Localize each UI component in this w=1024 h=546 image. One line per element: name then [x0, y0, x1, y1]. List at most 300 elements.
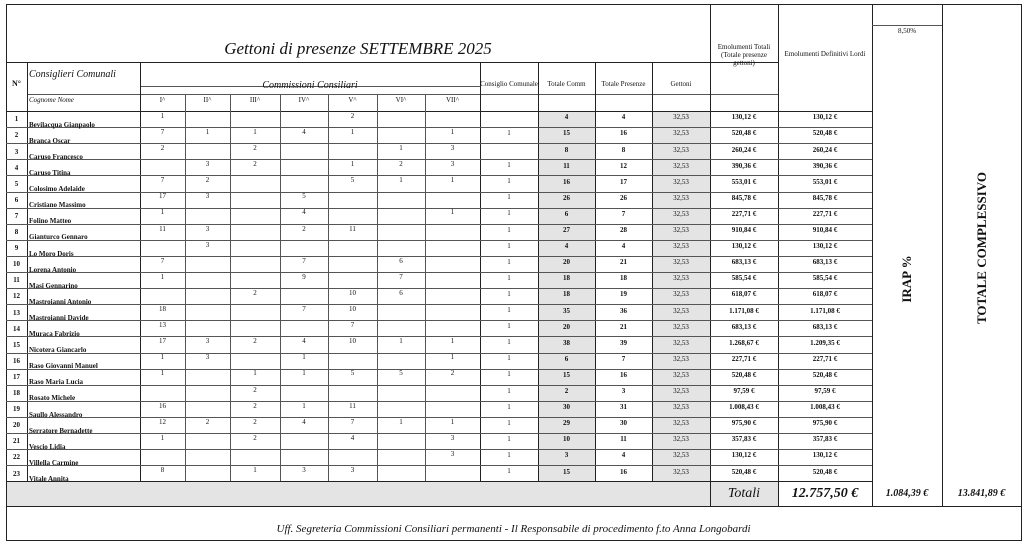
row-gettoni: 32,53 — [673, 306, 689, 315]
row-emolumenti-definitivi: 520,48 € — [812, 370, 838, 379]
row-gettoni: 32,53 — [673, 274, 689, 283]
row-totale-comm: 35 — [563, 306, 570, 315]
row-totale-presenze: 26 — [620, 193, 627, 202]
sheet-title: Gettoni di presenze SETTEMBRE 2025 — [224, 39, 492, 59]
row-emolumenti-definitivi: 227,71 € — [812, 354, 838, 363]
row-gettoni: 32,53 — [673, 129, 689, 138]
row-name: Caruso Titina — [29, 169, 71, 178]
row-commissione-6: 2 — [399, 160, 403, 169]
row-emolumenti-definitivi: 553,01 € — [812, 177, 838, 186]
row-gettoni: 32,53 — [673, 435, 689, 444]
header-number: N° — [12, 78, 21, 88]
row-commissione-4: 2 — [302, 224, 306, 233]
row-totale-comm: 6 — [564, 209, 569, 218]
row-commissione-4: 5 — [302, 192, 306, 201]
row-gettoni: 32,53 — [673, 177, 689, 186]
row-commissione-5: 10 — [349, 288, 356, 297]
row-commissione-5: 11 — [349, 401, 356, 410]
row-consiglio: 1 — [507, 386, 511, 395]
row-emolumenti-totali: 227,71 € — [731, 354, 757, 363]
row-number: 23 — [13, 469, 20, 478]
row-totale-presenze: 4 — [621, 242, 626, 251]
row-totale-presenze: 16 — [620, 129, 627, 138]
row-name: Mastroianni Antonio — [29, 297, 92, 306]
row-totale-presenze: 18 — [620, 274, 627, 283]
row-emolumenti-definitivi: 585,54 € — [812, 274, 838, 283]
row-emolumenti-totali: 130,12 € — [731, 451, 757, 460]
row-name: Lorena Antonio — [29, 265, 77, 274]
row-totale-presenze: 17 — [620, 177, 627, 186]
row-consiglio: 1 — [507, 354, 511, 363]
row-emolumenti-totali: 618,07 € — [731, 290, 757, 299]
header-commissione-1: I^ — [159, 96, 166, 105]
row-consiglio: 1 — [507, 257, 511, 266]
row-commissione-1: 12 — [159, 417, 166, 426]
grid-line — [6, 4, 1021, 5]
row-commissione-2: 3 — [205, 160, 210, 169]
row-commissione-1: 1 — [160, 369, 165, 378]
row-commissione-6: 1 — [399, 176, 403, 185]
row-emolumenti-definitivi: 520,48 € — [812, 129, 838, 138]
row-gettoni: 32,53 — [673, 370, 689, 379]
row-name: Gianturco Gennaro — [29, 233, 88, 242]
row-commissione-1: 1 — [160, 272, 165, 281]
grid-line — [6, 540, 1021, 541]
row-name: Raso Maria Lucia — [29, 378, 84, 387]
grid-line — [872, 4, 873, 506]
row-commissione-1: 18 — [159, 305, 166, 314]
row-emolumenti-definitivi: 1.008,43 € — [810, 403, 840, 412]
row-name: Cristiano Massimo — [29, 201, 86, 210]
row-commissione-7: 1 — [450, 127, 455, 136]
row-totale-comm: 3 — [564, 451, 569, 460]
row-commissione-6: 6 — [399, 288, 403, 297]
header-commissione-6: VI^ — [395, 96, 407, 105]
row-commissione-5: 1 — [350, 127, 355, 136]
row-commissione-1: 1 — [160, 111, 165, 120]
row-commissione-5: 11 — [349, 224, 356, 233]
row-name: Bevilacqua Gianpaolo — [29, 120, 95, 129]
row-emolumenti-totali: 520,48 € — [731, 129, 757, 138]
row-emolumenti-definitivi: 260,24 € — [812, 145, 838, 154]
row-consiglio: 1 — [507, 241, 511, 250]
row-commissione-4: 1 — [302, 369, 306, 378]
header-commissioni: Commissioni Consiliari — [262, 79, 358, 91]
row-emolumenti-totali: 357,83 € — [731, 435, 757, 444]
row-emolumenti-totali: 1.008,43 € — [729, 403, 759, 412]
row-commissione-5: 3 — [350, 466, 355, 475]
header-commissione-3: III^ — [249, 96, 261, 105]
row-totale-presenze: 12 — [620, 161, 627, 170]
header-totale-presenze: Totale Presenze — [601, 80, 646, 89]
row-commissione-7: 3 — [450, 449, 455, 458]
row-totale-comm: 4 — [564, 242, 569, 251]
row-totale-comm: 27 — [563, 226, 570, 235]
row-emolumenti-totali: 97,59 € — [733, 387, 755, 396]
row-gettoni: 32,53 — [673, 242, 689, 251]
row-emolumenti-totali: 227,71 € — [731, 209, 757, 218]
row-emolumenti-totali: 130,12 € — [731, 113, 757, 122]
row-number: 14 — [13, 324, 20, 333]
header-consiglio-comunale: Consiglio Comunale — [480, 80, 538, 89]
row-totale-presenze: 16 — [620, 370, 627, 379]
row-gettoni: 32,53 — [673, 193, 689, 202]
row-name: Colosimo Adelaide — [29, 185, 85, 194]
row-number: 19 — [13, 405, 20, 414]
row-emolumenti-definitivi: 130,12 € — [812, 451, 838, 460]
row-commissione-4: 4 — [302, 208, 306, 217]
row-commissione-2: 3 — [205, 192, 210, 201]
row-consiglio: 1 — [507, 434, 511, 443]
row-totale-comm: 15 — [563, 129, 570, 138]
row-totale-presenze: 8 — [621, 145, 626, 154]
row-totale-presenze: 7 — [621, 209, 626, 218]
row-number: 7 — [14, 211, 19, 220]
row-name: Vescio Lidia — [29, 442, 66, 451]
row-emolumenti-definitivi: 618,07 € — [812, 290, 838, 299]
row-totale-comm: 18 — [563, 290, 570, 299]
row-commissione-4: 1 — [302, 353, 306, 362]
row-commissione-4: 9 — [302, 272, 306, 281]
row-commissione-2: 1 — [205, 127, 210, 136]
row-totale-comm: 30 — [563, 403, 570, 412]
row-totale-presenze: 11 — [620, 435, 627, 444]
row-totale-comm: 2 — [564, 387, 569, 396]
row-commissione-5: 2 — [350, 111, 355, 120]
row-gettoni: 32,53 — [673, 451, 689, 460]
row-consiglio: 1 — [507, 306, 511, 315]
row-emolumenti-totali: 390,36 € — [731, 161, 757, 170]
totals-label: Totali — [727, 486, 761, 502]
header-emolumenti-definitivi: Emolumenti Definitivi Lordi — [784, 50, 866, 59]
row-gettoni: 32,53 — [673, 258, 689, 267]
row-totale-presenze: 36 — [620, 306, 627, 315]
row-consiglio: 1 — [507, 338, 511, 347]
row-totale-comm: 4 — [564, 113, 569, 122]
row-gettoni: 32,53 — [673, 322, 689, 331]
totals-complessivo: 13.841,89 € — [957, 488, 1006, 500]
row-commissione-3: 2 — [253, 288, 257, 297]
row-commissione-2: 3 — [205, 224, 210, 233]
row-number: 8 — [14, 228, 19, 237]
row-commissione-4: 4 — [302, 127, 306, 136]
row-emolumenti-totali: 910,84 € — [731, 226, 757, 235]
row-emolumenti-definitivi: 1.171,08 € — [810, 306, 840, 315]
row-emolumenti-definitivi: 845,78 € — [812, 193, 838, 202]
row-number: 15 — [13, 340, 20, 349]
row-name: Rosato Michele — [29, 394, 76, 403]
grid-line — [872, 25, 942, 26]
row-number: 4 — [14, 163, 19, 172]
row-totale-presenze: 21 — [620, 258, 627, 267]
row-consiglio: 1 — [507, 418, 511, 427]
row-commissione-5: 10 — [349, 305, 356, 314]
header-gettoni: Gettoni — [670, 80, 692, 89]
row-consiglio: 1 — [507, 289, 511, 298]
row-commissione-4: 7 — [302, 256, 306, 265]
row-commissione-7: 1 — [450, 337, 455, 346]
row-totale-comm: 11 — [563, 161, 570, 170]
row-emolumenti-totali: 585,54 € — [731, 274, 757, 283]
row-commissione-1: 1 — [160, 208, 165, 217]
row-totale-comm: 10 — [563, 435, 570, 444]
row-emolumenti-totali: 520,48 € — [731, 370, 757, 379]
header-totale-comm: Totale Comm — [547, 80, 586, 89]
row-totale-comm: 26 — [563, 193, 570, 202]
row-name: Lo Moro Doris — [29, 249, 74, 258]
row-totale-comm: 20 — [563, 258, 570, 267]
row-gettoni: 32,53 — [673, 354, 689, 363]
header-commissione-7: VII^ — [445, 96, 459, 105]
row-name: Muraca Fabrizio — [29, 330, 80, 339]
row-totale-presenze: 19 — [620, 290, 627, 299]
row-number: 1 — [14, 115, 19, 124]
row-totale-presenze: 16 — [620, 467, 627, 476]
row-emolumenti-definitivi: 97,59 € — [814, 387, 836, 396]
row-commissione-3: 1 — [253, 369, 257, 378]
header-emolumenti-totali: Emolumenti Totali (Totale presenze gettoni) — [717, 43, 771, 67]
row-consiglio: 1 — [507, 177, 511, 186]
row-number: 6 — [14, 195, 19, 204]
row-name: Caruso Francesco — [29, 152, 83, 161]
row-commissione-6: 1 — [399, 337, 403, 346]
row-gettoni: 32,53 — [673, 338, 689, 347]
irap-rate: 8,50% — [897, 27, 917, 36]
row-commissione-1: 1 — [160, 433, 165, 442]
row-totale-comm: 8 — [564, 145, 569, 154]
header-commissione-4: IV^ — [298, 96, 310, 105]
row-gettoni: 32,53 — [673, 387, 689, 396]
row-consiglio: 1 — [507, 273, 511, 282]
row-number: 21 — [13, 437, 20, 446]
row-commissione-3: 2 — [253, 160, 257, 169]
row-totale-comm: 18 — [563, 274, 570, 283]
row-commissione-6: 7 — [399, 272, 403, 281]
row-totale-comm: 15 — [563, 370, 570, 379]
row-name: Vitale Annita — [29, 474, 69, 483]
row-emolumenti-totali: 553,01 € — [731, 177, 757, 186]
row-commissione-5: 7 — [350, 321, 355, 330]
row-emolumenti-totali: 1.171,08 € — [729, 306, 759, 315]
row-commissione-3: 2 — [253, 385, 257, 394]
row-commissione-1: 8 — [160, 466, 165, 475]
row-commissione-1: 16 — [159, 401, 166, 410]
row-commissione-1: 7 — [160, 127, 165, 136]
row-number: 2 — [14, 131, 19, 140]
header-irap: IRAP % — [899, 255, 915, 303]
row-emolumenti-definitivi: 975,90 € — [812, 419, 838, 428]
row-commissione-7: 1 — [450, 417, 455, 426]
row-emolumenti-definitivi: 130,12 € — [812, 113, 838, 122]
header-consiglieri: Consiglieri Comunali — [29, 68, 116, 80]
row-commissione-3: 1 — [253, 466, 257, 475]
row-gettoni: 32,53 — [673, 467, 689, 476]
row-emolumenti-definitivi: 390,36 € — [812, 161, 838, 170]
shade-totals-row — [7, 482, 778, 506]
row-number: 20 — [13, 421, 20, 430]
header-commissione-5: V^ — [348, 96, 357, 105]
row-consiglio: 1 — [507, 209, 511, 218]
row-commissione-4: 4 — [302, 337, 306, 346]
row-emolumenti-definitivi: 683,13 € — [812, 258, 838, 267]
row-number: 11 — [13, 276, 20, 285]
row-emolumenti-definitivi: 227,71 € — [812, 209, 838, 218]
footer-note: Uff. Segreteria Commissioni Consiliari permanenti - Il Responsabile di procedimento f.to Anna Longobardi — [276, 523, 751, 536]
row-commissione-2: 3 — [205, 353, 210, 362]
row-number: 13 — [13, 308, 20, 317]
row-consiglio: 1 — [507, 128, 511, 137]
row-gettoni: 32,53 — [673, 403, 689, 412]
row-emolumenti-definitivi: 1.209,35 € — [810, 338, 840, 347]
row-commissione-3: 2 — [253, 401, 257, 410]
row-name: Folino Matteo — [29, 217, 72, 226]
row-number: 18 — [13, 389, 20, 398]
row-emolumenti-definitivi: 130,12 € — [812, 242, 838, 251]
row-emolumenti-totali: 260,24 € — [731, 145, 757, 154]
row-commissione-3: 2 — [253, 433, 257, 442]
row-gettoni: 32,53 — [673, 113, 689, 122]
row-emolumenti-totali: 683,13 € — [731, 322, 757, 331]
row-commissione-2: 3 — [205, 337, 210, 346]
row-commissione-4: 1 — [302, 401, 306, 410]
row-name: Nicotera Giancarlo — [29, 346, 87, 355]
row-totale-presenze: 21 — [620, 322, 627, 331]
row-emolumenti-totali: 520,48 € — [731, 467, 757, 476]
row-gettoni: 32,53 — [673, 419, 689, 428]
row-emolumenti-definitivi: 910,84 € — [812, 226, 838, 235]
row-totale-presenze: 3 — [621, 387, 626, 396]
row-consiglio: 1 — [507, 402, 511, 411]
row-commissione-4: 7 — [302, 305, 306, 314]
row-number: 16 — [13, 356, 20, 365]
row-emolumenti-totali: 1.268,67 € — [729, 338, 759, 347]
row-emolumenti-definitivi: 357,83 € — [812, 435, 838, 444]
row-number: 10 — [13, 260, 20, 269]
row-name: Serratore Bernadette — [29, 426, 93, 435]
row-totale-comm: 20 — [563, 322, 570, 331]
row-totale-comm: 38 — [563, 338, 570, 347]
row-totale-presenze: 4 — [621, 451, 626, 460]
row-emolumenti-totali: 845,78 € — [731, 193, 757, 202]
row-commissione-5: 1 — [350, 160, 355, 169]
row-commissione-5: 7 — [350, 417, 355, 426]
row-name: Branca Oscar — [29, 136, 71, 145]
row-totale-comm: 6 — [564, 354, 569, 363]
row-commissione-7: 2 — [450, 369, 455, 378]
row-commissione-1: 17 — [159, 192, 166, 201]
row-commissione-7: 3 — [450, 160, 455, 169]
row-commissione-2: 3 — [205, 240, 210, 249]
row-commissione-6: 6 — [399, 256, 403, 265]
row-commissione-1: 1 — [160, 353, 165, 362]
row-consiglio: 1 — [507, 467, 511, 476]
row-number: 3 — [14, 147, 19, 156]
row-number: 17 — [13, 372, 20, 381]
row-totale-presenze: 28 — [620, 226, 627, 235]
row-totale-presenze: 7 — [621, 354, 626, 363]
row-emolumenti-totali: 683,13 € — [731, 258, 757, 267]
row-emolumenti-definitivi: 520,48 € — [812, 467, 838, 476]
row-commissione-7: 3 — [450, 144, 455, 153]
row-totale-presenze: 4 — [621, 113, 626, 122]
row-commissione-5: 5 — [350, 369, 355, 378]
header-cognome-nome: Cognome Nome — [29, 96, 74, 105]
row-commissione-1: 17 — [159, 337, 166, 346]
grid-line — [6, 506, 1021, 507]
row-consiglio: 1 — [507, 225, 511, 234]
grid-line — [942, 4, 943, 506]
row-commissione-1: 13 — [159, 321, 166, 330]
totals-irap: 1.084,39 € — [885, 488, 929, 500]
row-commissione-3: 2 — [253, 144, 257, 153]
row-commissione-1: 7 — [160, 176, 165, 185]
row-commissione-2: 2 — [205, 176, 210, 185]
row-gettoni: 32,53 — [673, 209, 689, 218]
row-commissione-5: 5 — [350, 176, 355, 185]
row-gettoni: 32,53 — [673, 145, 689, 154]
row-commissione-1: 2 — [160, 144, 165, 153]
row-consiglio: 1 — [507, 370, 511, 379]
row-commissione-7: 1 — [450, 208, 455, 217]
row-commissione-7: 1 — [450, 353, 455, 362]
row-commissione-3: 2 — [253, 337, 257, 346]
grid-line — [6, 62, 778, 63]
row-commissione-5: 4 — [350, 433, 355, 442]
row-commissione-3: 2 — [253, 417, 257, 426]
row-consiglio: 1 — [507, 193, 511, 202]
row-commissione-7: 3 — [450, 433, 455, 442]
row-commissione-1: 7 — [160, 256, 165, 265]
row-commissione-5: 10 — [349, 337, 356, 346]
row-commissione-4: 4 — [302, 417, 306, 426]
row-consiglio: 1 — [507, 450, 511, 459]
row-consiglio: 1 — [507, 161, 511, 170]
row-emolumenti-definitivi: 683,13 € — [812, 322, 838, 331]
row-name: Masi Gennarino — [29, 281, 78, 290]
row-gettoni: 32,53 — [673, 161, 689, 170]
row-commissione-6: 5 — [399, 369, 403, 378]
row-commissione-2: 2 — [205, 417, 210, 426]
row-name: Villella Carmine — [29, 458, 79, 467]
header-totale-complessivo: TOTALE COMPLESSIVO — [973, 171, 989, 325]
row-totale-comm: 15 — [563, 467, 570, 476]
row-commissione-7: 1 — [450, 176, 455, 185]
row-number: 9 — [14, 244, 19, 253]
header-commissione-2: II^ — [203, 96, 212, 105]
row-consiglio: 1 — [507, 322, 511, 331]
row-totale-presenze: 31 — [620, 403, 627, 412]
row-name: Mastroianni Davide — [29, 313, 89, 322]
row-commissione-3: 1 — [253, 127, 257, 136]
row-gettoni: 32,53 — [673, 226, 689, 235]
row-emolumenti-totali: 975,90 € — [731, 419, 757, 428]
row-number: 5 — [14, 179, 19, 188]
grid-line — [1021, 4, 1022, 541]
row-totale-presenze: 30 — [620, 419, 627, 428]
row-emolumenti-totali: 130,12 € — [731, 242, 757, 251]
row-commissione-1: 11 — [159, 224, 166, 233]
row-number: 12 — [13, 292, 20, 301]
row-commissione-6: 1 — [399, 417, 403, 426]
row-gettoni: 32,53 — [673, 290, 689, 299]
row-totale-comm: 29 — [563, 419, 570, 428]
row-totale-presenze: 39 — [620, 338, 627, 347]
totals-emolumenti: 12.757,50 € — [791, 486, 859, 502]
row-totale-comm: 16 — [563, 177, 570, 186]
row-commissione-4: 3 — [302, 466, 306, 475]
row-name: Raso Giovanni Manuel — [29, 362, 98, 371]
row-commissione-6: 1 — [399, 144, 403, 153]
